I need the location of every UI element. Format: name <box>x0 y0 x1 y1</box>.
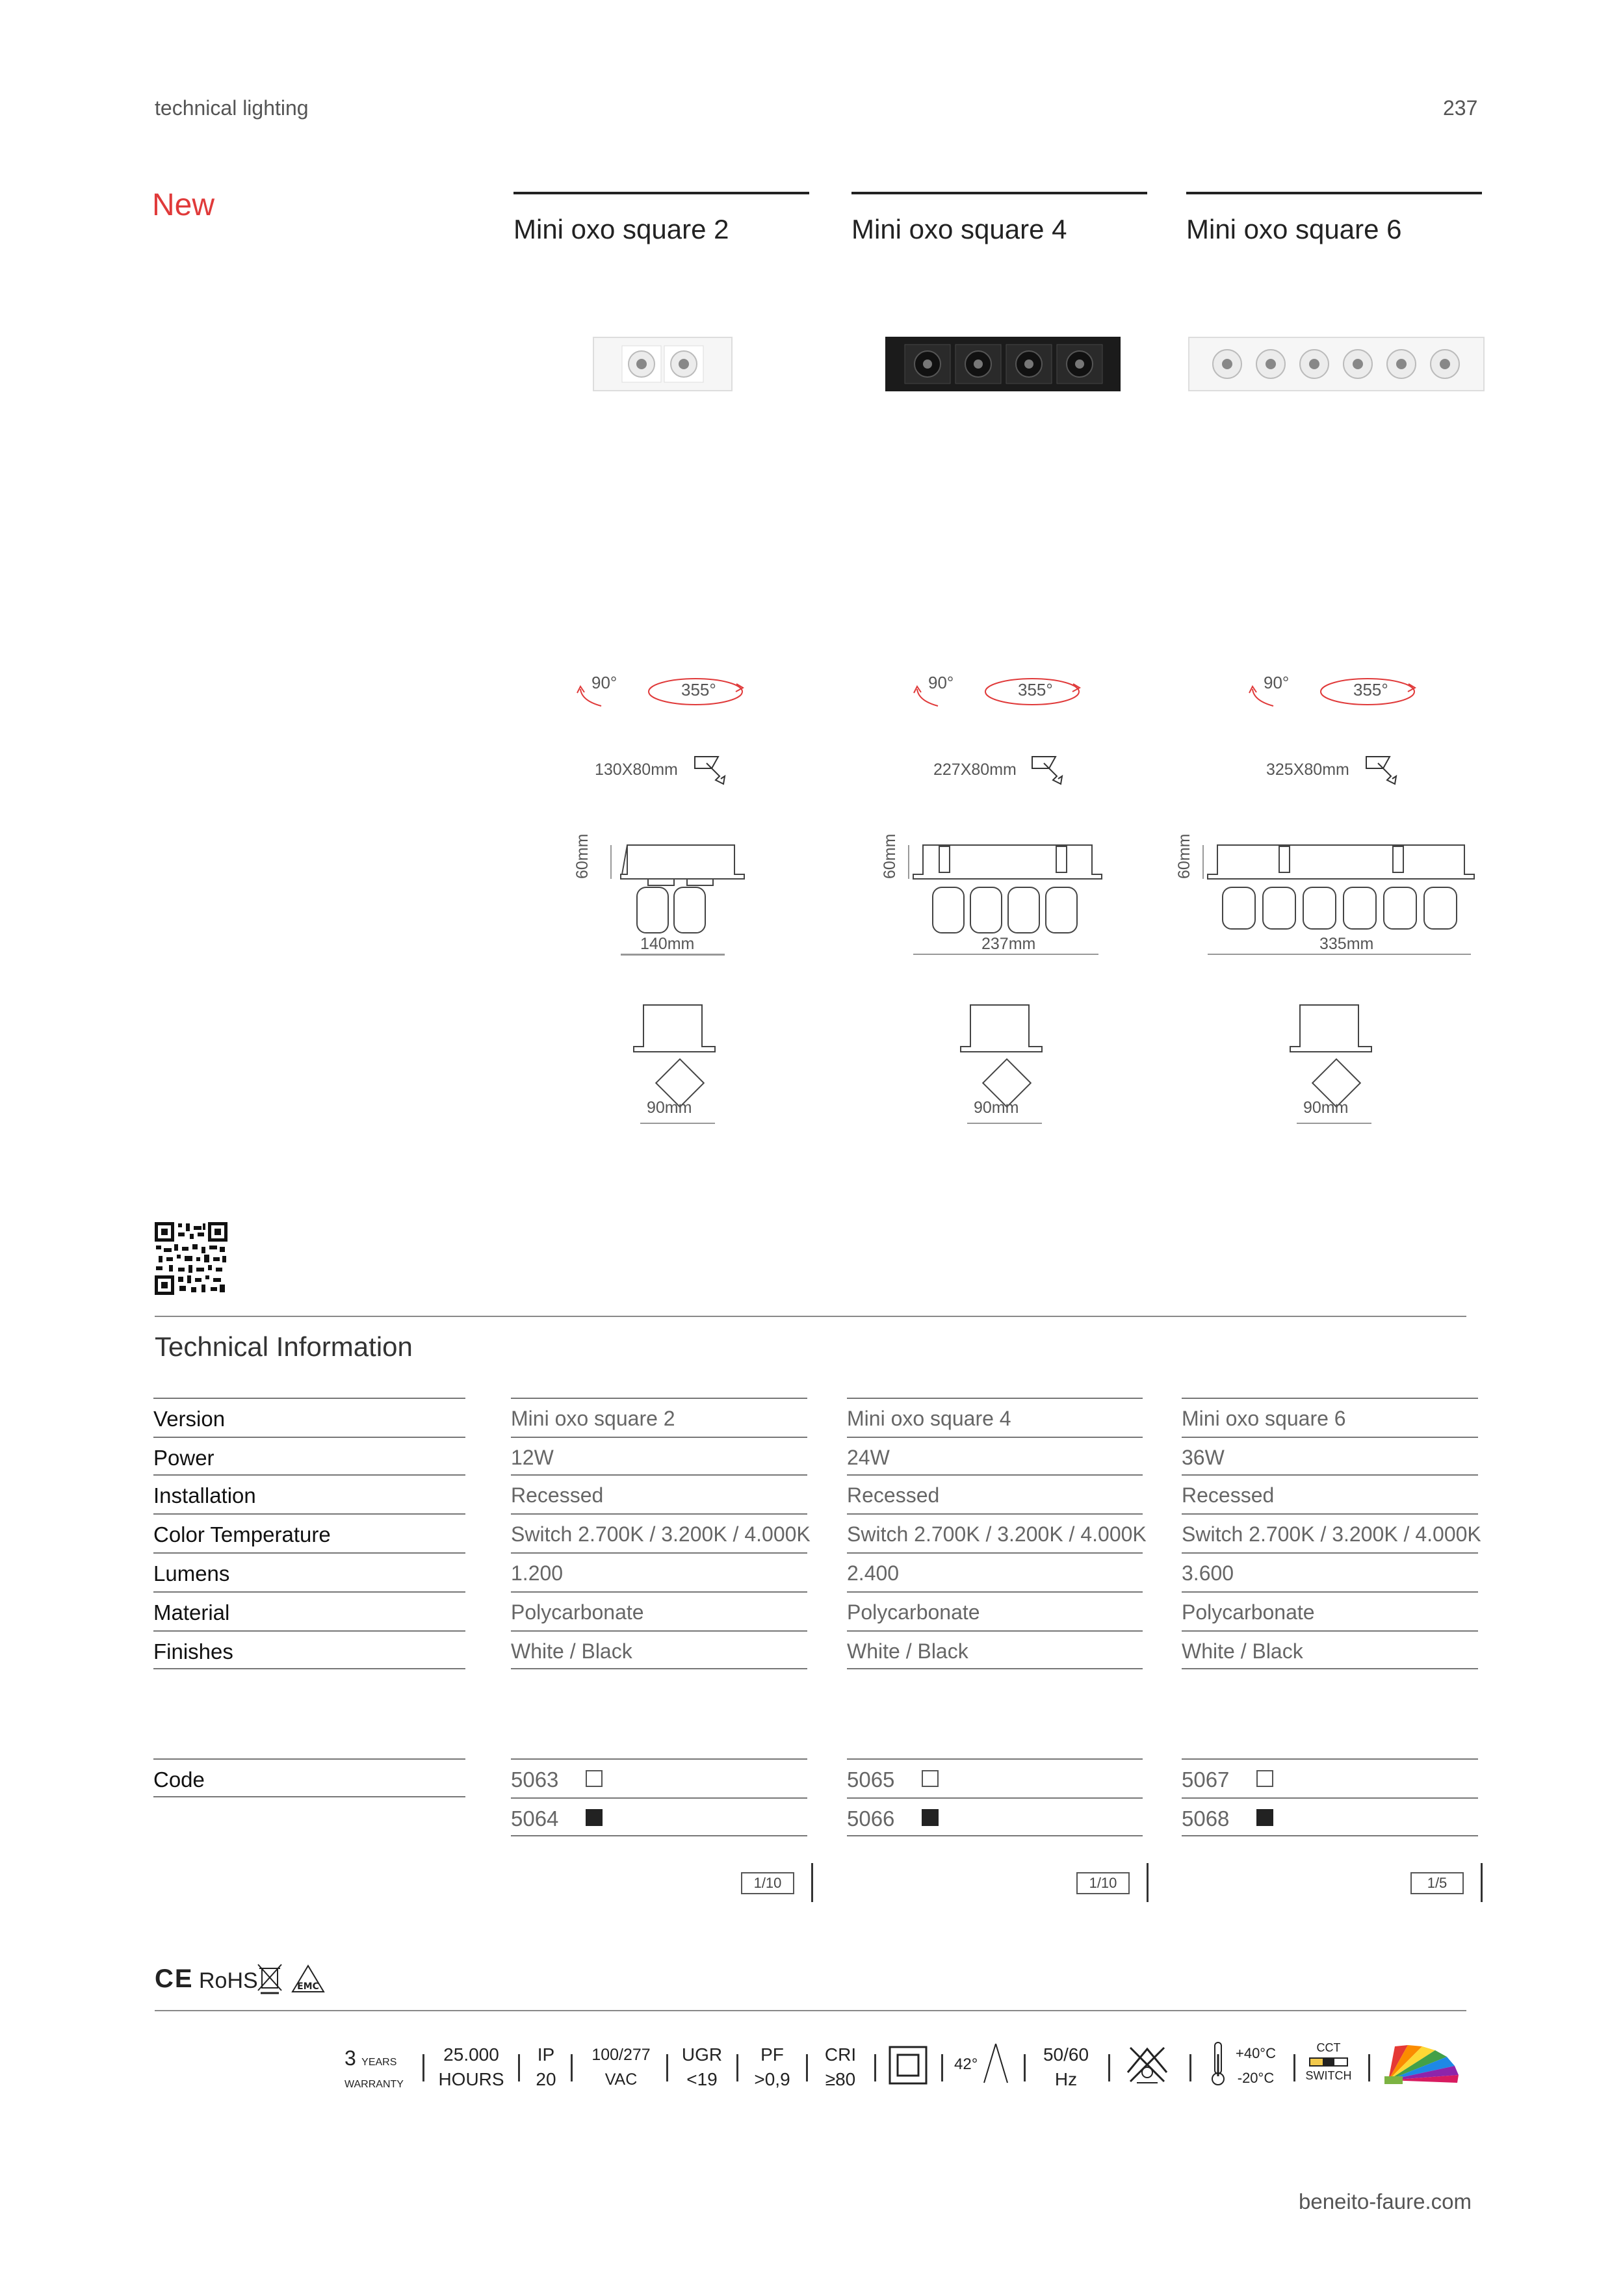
length-dim: 237mm <box>981 935 1036 953</box>
code-row-white <box>511 1758 807 1797</box>
spec-value-row <box>511 1437 807 1476</box>
product-code: 5064 <box>511 1807 559 1831</box>
icon-separator <box>1108 2054 1110 2081</box>
product-code: 5063 <box>511 1768 559 1792</box>
product-code: 5065 <box>847 1768 895 1792</box>
product-image-6 <box>1188 337 1485 391</box>
spec-value-row <box>1182 1552 1478 1591</box>
black-finish-swatch <box>1256 1809 1273 1826</box>
spec-value-row <box>511 1474 807 1513</box>
hours-number: 25.000 <box>443 2044 499 2065</box>
pack-divider <box>811 1863 813 1902</box>
cutout-size: 227X80mm <box>933 761 1017 779</box>
pack-divider <box>1481 1863 1483 1902</box>
spec-value: Switch 2.700K / 3.200K / 4.000K <box>1182 1522 1481 1546</box>
ce-mark-icon: CE <box>155 1964 194 1993</box>
pack-quantity-box: 1/10 <box>741 1872 794 1894</box>
spec-value-row <box>511 1630 807 1669</box>
cri-number: ≥80 <box>825 2069 856 2089</box>
header-section: technical lighting <box>155 96 309 120</box>
code-row-black <box>847 1797 1143 1836</box>
spec-value: Switch 2.700K / 3.200K / 4.000K <box>511 1522 811 1546</box>
black-finish-swatch <box>586 1809 603 1826</box>
depth-dim: 90mm <box>974 1099 1019 1117</box>
rohs-label: RoHS <box>199 1968 258 1993</box>
black-finish-swatch <box>922 1809 939 1826</box>
spec-value-row <box>511 1398 807 1437</box>
spec-value-row <box>1182 1437 1478 1476</box>
spec-value: Mini oxo square 2 <box>511 1407 675 1430</box>
spec-value-row <box>847 1591 1143 1630</box>
spec-value-row <box>847 1552 1143 1591</box>
spec-label: Power <box>153 1446 214 1470</box>
icon-separator <box>1293 2054 1295 2081</box>
product-column-1 <box>513 192 809 245</box>
warranty-number: 3 <box>344 2046 356 2070</box>
spec-value-row <box>847 1513 1147 1552</box>
product-image-2 <box>593 337 733 391</box>
section-divider <box>155 2010 1466 2011</box>
page-number: 237 <box>1443 96 1478 120</box>
spec-label-row <box>153 1513 465 1552</box>
spec-value: Recessed <box>847 1483 940 1507</box>
voltage-word: VAC <box>604 2070 638 2089</box>
new-label: New <box>152 188 215 222</box>
product-title: Mini oxo square 4 <box>851 214 1067 244</box>
spec-value: Polycarbonate <box>511 1600 644 1624</box>
spec-value: White / Black <box>511 1639 632 1663</box>
beam-angle-label: 42° <box>954 2055 978 2073</box>
power-factor-icon <box>749 2042 795 2092</box>
cct-word: CCT <box>1316 2041 1341 2054</box>
section-divider <box>155 1316 1466 1317</box>
spec-label-row <box>153 1398 465 1437</box>
spec-value: 12W <box>511 1446 554 1469</box>
spec-value: 2.400 <box>847 1561 900 1585</box>
spec-value-row <box>511 1552 807 1591</box>
weee-bin-icon <box>257 1962 283 1994</box>
product-column-3 <box>1186 192 1482 245</box>
spec-value: White / Black <box>1182 1639 1303 1663</box>
depth-dim: 90mm <box>647 1099 692 1117</box>
icon-separator <box>518 2054 520 2081</box>
temp-max: +40°C <box>1235 2045 1276 2061</box>
spec-value: White / Black <box>847 1639 968 1663</box>
tilt-angle: 90° <box>1264 673 1290 692</box>
qr-code[interactable] <box>155 1222 227 1295</box>
pf-number: >0,9 <box>754 2069 790 2089</box>
spec-value: Recessed <box>1182 1483 1275 1507</box>
spec-value: Polycarbonate <box>847 1600 980 1624</box>
cri-icon <box>818 2042 863 2092</box>
tech-info-title: Technical Information <box>155 1331 413 1362</box>
product-column-2 <box>851 192 1147 245</box>
color-fan-icon <box>1382 2041 1466 2087</box>
code-row-white <box>1182 1758 1478 1797</box>
cutout-icon <box>1364 754 1400 787</box>
code-label-row <box>153 1758 465 1797</box>
code-label: Code <box>153 1768 205 1792</box>
spec-value: 24W <box>847 1446 890 1469</box>
switch-word: SWITCH <box>1305 2069 1352 2082</box>
spec-label: Color Temperature <box>153 1522 331 1546</box>
hours-word: HOURS <box>438 2069 504 2089</box>
icon-separator <box>1368 2054 1370 2081</box>
pan-angle: 355° <box>1353 680 1388 699</box>
cutout-icon <box>1030 754 1066 787</box>
spec-value: Switch 2.700K / 3.200K / 4.000K <box>847 1522 1147 1546</box>
white-finish-swatch <box>1256 1770 1273 1787</box>
white-finish-swatch <box>586 1770 603 1787</box>
spec-value-row <box>1182 1398 1478 1437</box>
pan-angle: 355° <box>1018 680 1053 699</box>
product-code: 5068 <box>1182 1807 1230 1831</box>
spec-label-row <box>153 1474 465 1513</box>
spec-label: Lumens <box>153 1561 230 1585</box>
class-ii-insulation-icon <box>887 2044 929 2086</box>
spec-label-row <box>153 1591 465 1630</box>
spec-value: Mini oxo square 6 <box>1182 1407 1346 1430</box>
icon-separator <box>1024 2054 1026 2081</box>
spec-value-row <box>1182 1513 1481 1552</box>
cutout-size: 325X80mm <box>1266 761 1349 779</box>
spec-value: 3.600 <box>1182 1561 1234 1585</box>
cutout-size: 130X80mm <box>595 761 678 779</box>
length-dim: 140mm <box>640 935 695 953</box>
spec-value: Recessed <box>511 1483 604 1507</box>
spec-value-row <box>1182 1591 1478 1630</box>
spec-value-row <box>511 1513 811 1552</box>
icon-separator <box>736 2054 738 2081</box>
length-dim: 335mm <box>1319 935 1374 953</box>
spec-value-row <box>847 1437 1143 1476</box>
ip-word: IP <box>537 2044 555 2065</box>
icon-separator <box>571 2054 573 2081</box>
ip-number: 20 <box>536 2069 556 2089</box>
thermometer-icon <box>1210 2041 1226 2087</box>
pan-angle: 355° <box>681 680 716 699</box>
spec-value: Polycarbonate <box>1182 1600 1315 1624</box>
spec-label-row <box>153 1552 465 1591</box>
spec-value-row <box>847 1630 1143 1669</box>
voltage-number: 100/277 <box>591 2046 651 2064</box>
svg-text:EMC: EMC <box>297 1981 319 1992</box>
freq-word: Hz <box>1054 2069 1078 2089</box>
icon-separator <box>874 2054 876 2081</box>
spec-value: 1.200 <box>511 1561 564 1585</box>
voltage-icon <box>584 2042 658 2092</box>
height-dim: 60mm <box>881 833 899 879</box>
ugr-icon <box>679 2042 725 2092</box>
ip-rating-icon <box>530 2042 562 2092</box>
cct-switch-graphic <box>1309 2057 1348 2067</box>
warranty-years: YEARS <box>361 2057 397 2068</box>
icon-separator <box>1189 2054 1191 2081</box>
cutout-icon <box>692 754 729 787</box>
pack-quantity-box: 1/5 <box>1410 1872 1464 1894</box>
warranty-word: WARRANTY <box>344 2079 404 2090</box>
temp-min: -20°C <box>1237 2070 1275 2086</box>
tilt-angle: 90° <box>928 673 954 692</box>
pf-word: PF <box>760 2044 784 2065</box>
tilt-angle: 90° <box>591 673 617 692</box>
product-title: Mini oxo square 6 <box>1186 214 1402 244</box>
lifetime-hours-icon <box>435 2042 507 2092</box>
ugr-word: UGR <box>681 2044 723 2065</box>
warranty-icon <box>344 2046 404 2093</box>
spec-label-row <box>153 1630 465 1669</box>
cct-switch-icon <box>1305 2041 1352 2083</box>
frequency-icon <box>1037 2042 1095 2092</box>
code-row-white <box>847 1758 1143 1797</box>
spec-label: Installation <box>153 1483 256 1507</box>
insulation-covering-icon <box>1121 2040 1173 2087</box>
spec-label: Version <box>153 1407 226 1431</box>
freq-number: 50/60 <box>1043 2044 1089 2065</box>
product-code: 5067 <box>1182 1768 1230 1792</box>
spec-value-row <box>847 1398 1143 1437</box>
cri-word: CRI <box>824 2044 857 2065</box>
ugr-number: <19 <box>686 2069 718 2089</box>
product-title: Mini oxo square 2 <box>513 214 729 244</box>
product-image-4 <box>885 337 1121 391</box>
spec-value-row <box>1182 1474 1478 1513</box>
code-row-black <box>511 1797 807 1836</box>
spec-value: Mini oxo square 4 <box>847 1407 1011 1430</box>
depth-dim: 90mm <box>1303 1099 1349 1117</box>
icon-separator <box>666 2054 668 2081</box>
emc-mark-icon <box>290 1963 326 1994</box>
spec-label: Material <box>153 1600 230 1624</box>
pack-quantity-box: 1/10 <box>1076 1872 1130 1894</box>
height-dim: 60mm <box>1175 833 1193 879</box>
icon-separator <box>422 2054 424 2081</box>
height-dim: 60mm <box>573 833 591 879</box>
spec-value-row <box>847 1474 1143 1513</box>
website-link[interactable]: beneito-faure.com <box>1299 2189 1472 2213</box>
pack-divider <box>1147 1863 1149 1902</box>
beam-angle-icon <box>981 2041 1010 2085</box>
spec-value: 36W <box>1182 1446 1225 1469</box>
icon-separator <box>806 2054 808 2081</box>
spec-label-row <box>153 1437 465 1476</box>
spec-value-row <box>511 1591 807 1630</box>
spec-value-row <box>1182 1630 1478 1669</box>
product-code: 5066 <box>847 1807 895 1831</box>
spec-label: Finishes <box>153 1639 233 1663</box>
code-row-black <box>1182 1797 1478 1836</box>
operating-temperature-icon <box>1230 2041 1282 2091</box>
icon-separator <box>941 2054 943 2081</box>
white-finish-swatch <box>922 1770 939 1787</box>
